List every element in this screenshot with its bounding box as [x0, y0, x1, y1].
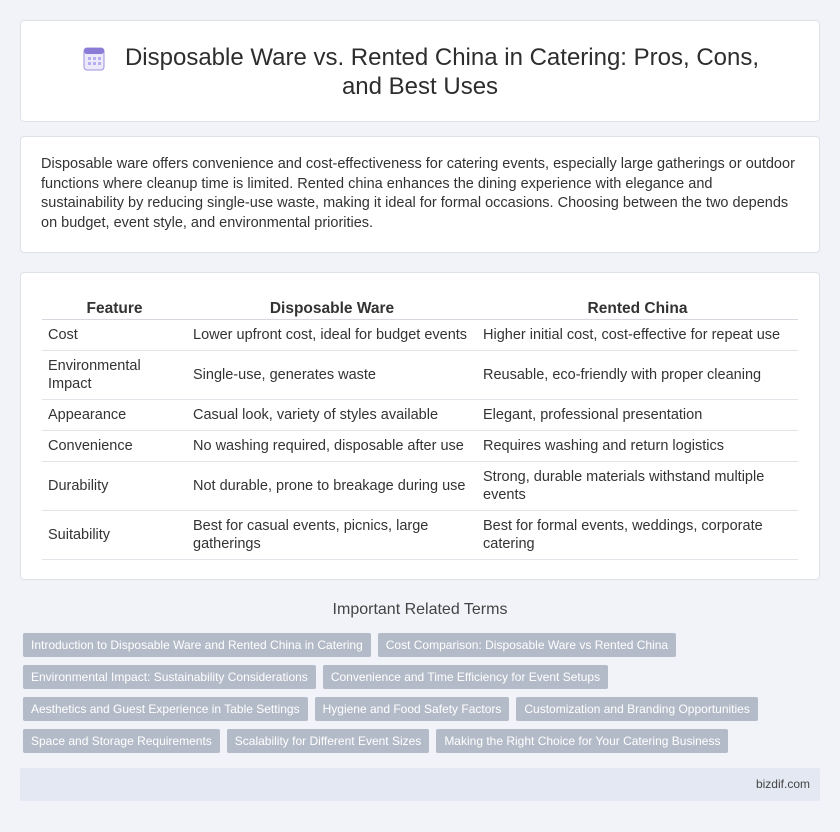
- related-term-tag[interactable]: Introduction to Disposable Ware and Rented China in Catering: [23, 633, 371, 657]
- rented-cell: Best for formal events, weddings, corporate catering: [477, 510, 798, 559]
- table-row: [42, 319, 798, 350]
- feature-cell: Appearance: [42, 399, 187, 430]
- page-title-wrap: [61, 43, 779, 101]
- intro-card: [20, 136, 820, 253]
- feature-cell: Durability: [42, 461, 187, 510]
- header-rented-china: Rented China: [477, 293, 798, 319]
- disposable-cell: Best for casual events, picnics, large gatherings: [187, 510, 477, 559]
- intro-paragraph: Disposable ware offers convenience and cost-effectiveness for catering events, especially large gatherings or outdoor functions where cleanup time is limited. Rented china enhances the dining experience with elegance and sustainability by reducing single-use waste, making it ideal for formal occasions. Choosing between the two depends on budget, event style, and environmental priorities.: [41, 156, 795, 231]
- title-card: [20, 20, 820, 122]
- feature-cell: Suitability: [42, 510, 187, 559]
- rented-cell: Higher initial cost, cost-effective for repeat use: [477, 319, 798, 350]
- table-header-row: [42, 293, 798, 319]
- related-term-tag[interactable]: Convenience and Time Efficiency for Event Setups: [323, 665, 608, 689]
- comparison-table-card: [20, 272, 820, 580]
- related-term-tag[interactable]: Hygiene and Food Safety Factors: [315, 697, 510, 721]
- disposable-cell: Lower upfront cost, ideal for budget events: [187, 319, 477, 350]
- related-term-tag[interactable]: Cost Comparison: Disposable Ware vs Rented China: [378, 633, 676, 657]
- feature-cell: Cost: [42, 319, 187, 350]
- header-feature: Feature: [42, 293, 187, 319]
- table-row: [42, 399, 798, 430]
- header-disposable-ware: Disposable Ware: [187, 293, 477, 319]
- feature-cell: Environmental Impact: [42, 350, 187, 399]
- table-row: [42, 350, 798, 399]
- related-terms-list: [23, 633, 823, 761]
- related-term-tag[interactable]: Aesthetics and Guest Experience in Table Settings: [23, 697, 308, 721]
- page-title: Disposable Ware vs. Rented China in Catering: Pros, Cons, and Best Uses: [124, 44, 760, 100]
- disposable-cell: Single-use, generates waste: [187, 350, 477, 399]
- table-row: [42, 510, 798, 559]
- rented-cell: Elegant, professional presentation: [477, 399, 798, 430]
- rented-cell: Reusable, eco-friendly with proper cleaning: [477, 350, 798, 399]
- related-terms-heading: Important Related Terms: [332, 601, 508, 618]
- feature-cell: Convenience: [42, 430, 187, 461]
- comparison-table: [42, 293, 798, 560]
- disposable-cell: Not durable, prone to breakage during use: [187, 461, 477, 510]
- related-term-tag[interactable]: Scalability for Different Event Sizes: [227, 729, 430, 753]
- related-term-tag[interactable]: Making the Right Choice for Your Catering Business: [436, 729, 728, 753]
- related-term-tag[interactable]: Environmental Impact: Sustainability Considerations: [23, 665, 316, 689]
- table-row: [42, 430, 798, 461]
- related-term-tag[interactable]: Space and Storage Requirements: [23, 729, 220, 753]
- disposable-cell: No washing required, disposable after use: [187, 430, 477, 461]
- rented-cell: Requires washing and return logistics: [477, 430, 798, 461]
- document-icon: [81, 46, 107, 72]
- disposable-cell: Casual look, variety of styles available: [187, 399, 477, 430]
- related-term-tag[interactable]: Customization and Branding Opportunities: [516, 697, 757, 721]
- footer: [20, 768, 820, 801]
- table-row: [42, 461, 798, 510]
- rented-cell: Strong, durable materials withstand multiple events: [477, 461, 798, 510]
- footer-site-link[interactable]: bizdif.com: [755, 777, 810, 791]
